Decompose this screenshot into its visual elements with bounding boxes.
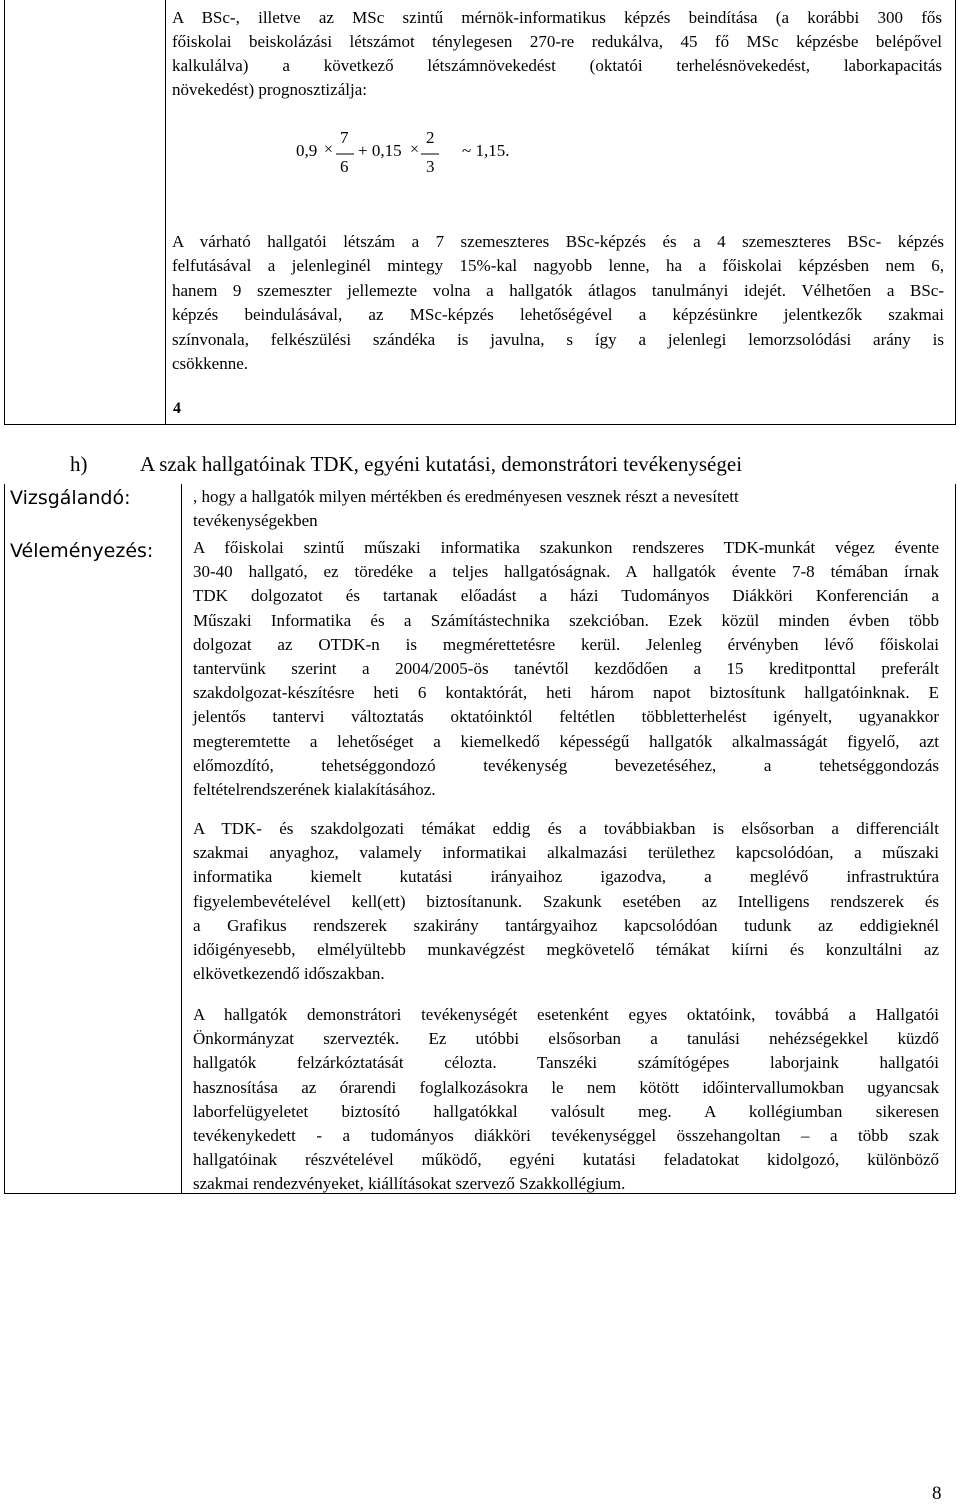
text-line: TDK dolgozatot és tartanak előadást a házi Tudományos Diákköri Konferencián a bbox=[193, 586, 939, 606]
formula-coefficient-1: 0,9 bbox=[296, 141, 318, 160]
formula-numerator-1: 7 bbox=[340, 128, 349, 147]
text-line: megteremtette a lehetőséget a kiemelkedő képességű hallgatók alkalmasságát figyelő, azt bbox=[193, 731, 939, 751]
text-line: szakmai rendezvényeket, kiállításokat szervező Szakkollégium. bbox=[193, 1174, 626, 1194]
text-line: tevékenységekben bbox=[193, 511, 318, 530]
text-line: tantervünk szerint a 2004/2005-ös tanévtől kezdődően a 15 kreditponttal preferált bbox=[193, 659, 939, 679]
formula-numerator-2: 2 bbox=[426, 128, 435, 147]
text-line: A hallgatók demonstrátori tevékenységét esetenként egyes oktatóink, továbbá a Hallgatói bbox=[193, 1005, 939, 1024]
expected-headcount-paragraph bbox=[172, 230, 944, 376]
top-table-divider bbox=[165, 0, 166, 424]
table-number: 4 bbox=[173, 400, 181, 417]
text-line: feltételrendszerének kialakításához. bbox=[193, 780, 436, 800]
text-line: jelentős tantervi változtatás oktatóinktól feltétlen többletterhelést igényelt, ugyanakkor bbox=[193, 707, 939, 727]
times-icon: × bbox=[410, 141, 420, 158]
formula-result: ~ 1,15. bbox=[462, 141, 510, 160]
text-line: Műszaki Informatika és a Számítástechnika szekcióban. Ezek közül minden évben több bbox=[193, 610, 939, 630]
label-velemenyezes: Véleményezés: bbox=[10, 540, 154, 562]
text-line: Önkormányzat szervezték. Ez utóbbi elsősorban a tanulási nehézségekkel küzdő bbox=[193, 1029, 939, 1049]
projection-paragraph bbox=[172, 6, 942, 102]
text-line: hasznosítása az órarendi foglalkozásokra le nem kötött időintervallumokban ugyancsak bbox=[193, 1077, 939, 1097]
text-line: A BSc-, illetve az MSc szintű mérnök-informatikus képzés beindítása (a korábbi 300 fős bbox=[172, 8, 942, 27]
text-line: hanem 9 szemeszter jellemezte volna a hallgatók átlagos tanulmányi idejét. Vélhetően a BSc- bbox=[172, 280, 944, 300]
text-line: figyelembevételével kell(ett) biztosítanunk. Szakunk esetében az Intelligens rendszerek és bbox=[193, 891, 939, 911]
text-line: csökkenne. bbox=[172, 354, 249, 374]
formula-denominator-2: 3 bbox=[426, 157, 435, 176]
page-number: 8 bbox=[932, 1483, 942, 1504]
formula-denominator-1: 6 bbox=[340, 157, 349, 176]
text-line: előmozdító, tehetséggondozó tevékenység bevezetéséhez, a tehetséggondozás bbox=[193, 755, 939, 775]
evaluation-table-divider bbox=[181, 484, 182, 1194]
text-line: elkövetkezendő időszakban. bbox=[193, 964, 385, 984]
text-line: 30-40 hallgató, ez töredéke a teljes hallgatóságnak. A hallgatók évente 7-8 témában írnak bbox=[193, 562, 939, 582]
text-line: növekedést) prognosztizálja: bbox=[172, 80, 367, 99]
text-line: főiskolai beiskolázási létszámot ténylegesen 270-re redukálva, 45 fő MSc képzésbe belépővel bbox=[172, 32, 942, 51]
opinion-paragraph-demonstrators bbox=[193, 1003, 939, 1197]
text-line: A főiskolai szintű műszaki informatika szakunkon rendszeres TDK-munkát végez évente bbox=[193, 538, 939, 557]
text-line: szakmai anyaghoz, valamely informatikai alkalmazási területhez kapcsolódóan, a műszaki bbox=[193, 843, 939, 863]
opinion-paragraph-topics bbox=[193, 817, 939, 986]
section-letter: h) bbox=[70, 452, 88, 476]
text-line: A várható hallgatói létszám a 7 szemeszteres BSc-képzés és a 4 szemeszteres BSc- képzés bbox=[172, 232, 944, 251]
vizsgalando-text bbox=[193, 485, 939, 533]
text-line: informatika kiemelt kutatási irányaihoz igazodva, a meglévő infrastruktúra bbox=[193, 867, 939, 887]
text-line: a Grafikus rendszerek szakirány tantárgyaihoz kapcsolódóan tudunk az eddigieknél bbox=[193, 915, 939, 935]
text-line: képzés beindulásával, az MSc-képzés lehetőségével a képzésünkre jelentkezők szakmai bbox=[172, 305, 944, 325]
text-line: kalkulálva) a következő létszámnövekedést (oktatói terhelésnövekedést, laborkapacitás bbox=[172, 56, 942, 75]
text-line: színvonala, felkészülési szándéka is javulna, s így a jelenlegi lemorzsolódási arány is bbox=[172, 329, 944, 349]
growth-formula bbox=[296, 126, 536, 186]
text-line: laborfelügyeletet biztosító hallgatókkal valósult meg. A kollégiumban sikeresen bbox=[193, 1101, 939, 1121]
text-line: hallgatók felzárkóztatását célozta. Tanszéki számítógépes laborjaink hallgatói bbox=[193, 1053, 939, 1073]
text-line: tevékenykedett - a tudományos diákköri tevékenységgel összehangoltan – a több szak bbox=[193, 1126, 939, 1146]
label-vizsgalando: Vizsgálandó: bbox=[10, 487, 131, 509]
section-title: A szak hallgatóinak TDK, egyéni kutatási, demonstrátori tevékenységei bbox=[140, 452, 743, 476]
text-line: felfutásával a jelenleginél mintegy 15%-kal nagyobb lenne, ha a főiskolai képzésben nem 6, bbox=[172, 256, 944, 276]
text-line: dolgozat az OTDK-n is megmérettetésre kerül. Jelenleg érvényben lévő főiskolai bbox=[193, 634, 939, 654]
opinion-paragraph-tdk bbox=[193, 536, 939, 802]
formula-coefficient-2: + 0,15 bbox=[358, 141, 402, 160]
times-icon: × bbox=[324, 141, 334, 158]
text-line: A TDK- és szakdolgozati témákat eddig és a továbbiakban is elsősorban a differenciált bbox=[193, 819, 939, 838]
text-line: hallgatóinak részvételével működő, egyéni kutatási feladatokat kidolgozó, különböző bbox=[193, 1150, 939, 1170]
text-line: időigényesebb, elmélyültebb munkavégzést megkövetelő témákat kiírni és konzultálni az bbox=[193, 940, 939, 960]
text-line: szakdolgozat-készítésre heti 6 kontaktórát, heti három napot biztosítunk hallgatóinknak. E bbox=[193, 683, 939, 703]
text-line: , hogy a hallgatók milyen mértékben és eredményesen vesznek részt a nevesített bbox=[193, 487, 739, 506]
